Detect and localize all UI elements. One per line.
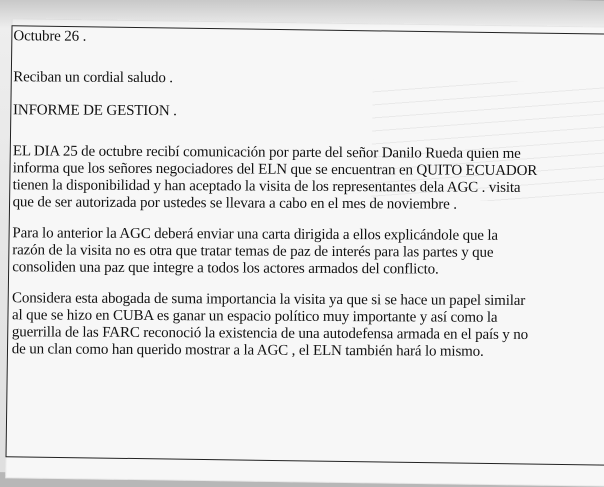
document-date: Octubre 26 .	[13, 28, 87, 45]
document-heading: INFORME DE GESTION .	[13, 102, 177, 120]
paragraph-1-line-1: EL DIA 25 de octubre recibí comunicación por parte del señor Danilo Rueda quien me	[12, 143, 521, 162]
paragraph-3-line-4: de un clan como han querido mostrar a la AGC , el ELN también hará lo mismo.	[11, 341, 484, 360]
paragraph-2-line-3: consoliden una paz que integre a todos los actores armados del conflicto.	[12, 259, 439, 278]
spacer	[13, 45, 604, 72]
paragraph-3-line-3: guerrilla de las FARC reconoció la existencia de una autodefensa armada en el país y no	[11, 324, 529, 344]
spacer	[13, 119, 604, 146]
paragraph-1-line-4: que de ser autorizada por ustedes se llevara a cabo en el mes de noviembre .	[12, 194, 457, 213]
paragraph-1-line-3: tienen la disponibilidad y han aceptado la visita de los representantes dela AGC . visita	[12, 177, 521, 196]
document-text-block	[12, 28, 604, 361]
paragraph-3-line-1: Considera esta abogada de suma importancia la visita ya que si se hace un papel similar	[12, 290, 526, 309]
paragraph-1-line-2: informa que los señores negociadores del ELN que se encuentran en QUITO ECUADOR	[12, 160, 538, 180]
paragraph-3-line-2: al que se hizo en CUBA es ganar un espacio político muy importante y así como la	[11, 307, 498, 326]
document-greeting: Reciban un cordial saludo .	[13, 69, 173, 87]
paragraph-2-line-1: Para lo anterior la AGC deberá enviar una carta dirigida a ellos explicándole que la	[12, 225, 498, 244]
paragraph-2-line-2: razón de la visita no es otra que tratar temas de paz de interés para las partes y que	[12, 242, 494, 261]
paper-sheet	[5, 18, 604, 486]
